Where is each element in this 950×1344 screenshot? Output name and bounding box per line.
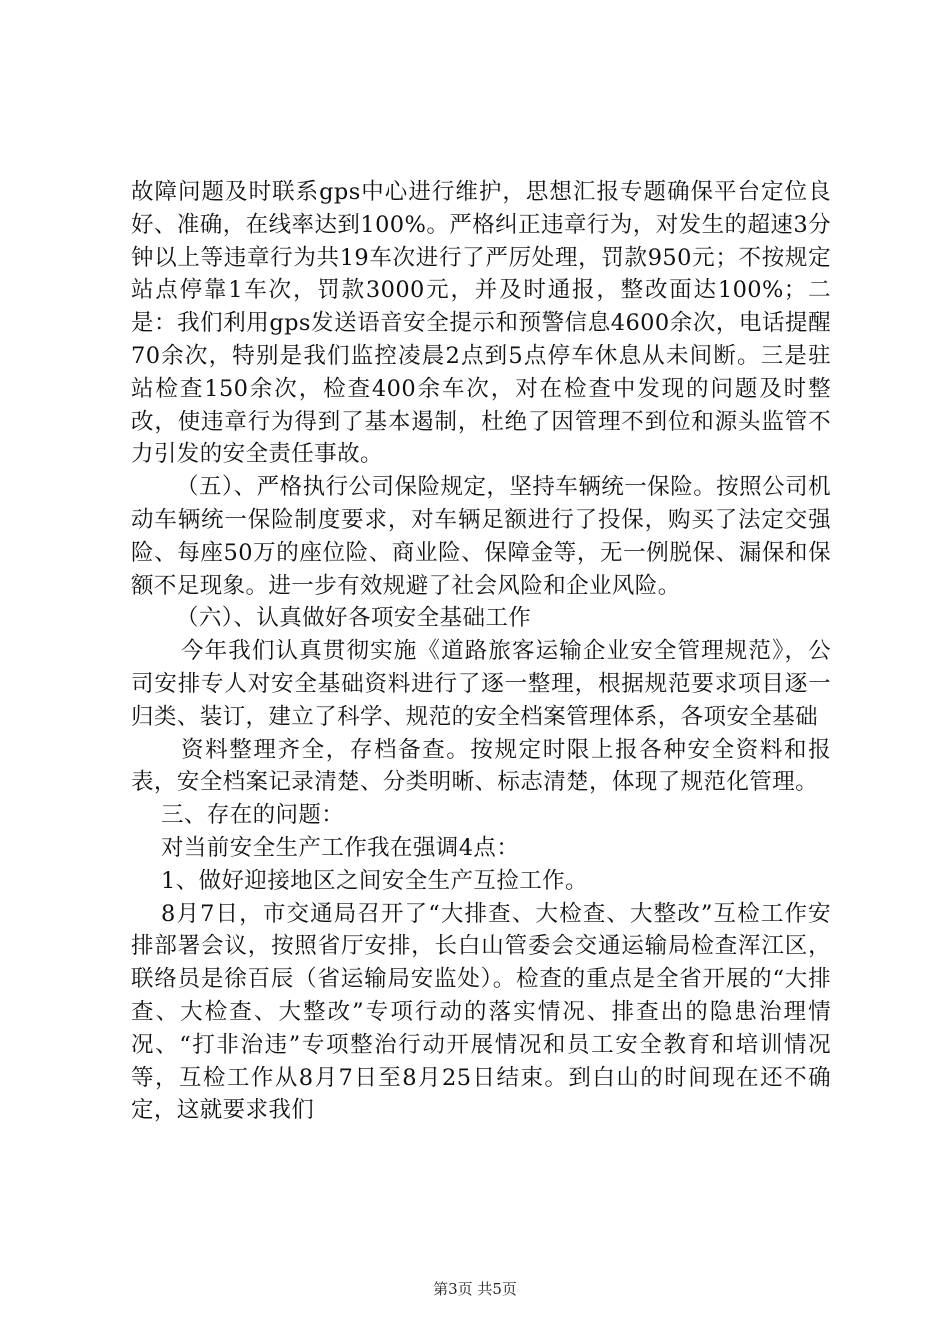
paragraph-insurance: （五）、严格执行公司保险规定，坚持车辆统一保险。按照公司机动车辆统一保险制度要求，对车辆足额进行了投保，购买了法定交强险、每座50万的座位险、商业险、保障金等，无一例脱保、漏保和保额不足现象。进一步有效规避了社会风险和企业风险。	[131, 474, 831, 599]
page-footer: 第3页 共5页	[433, 1280, 517, 1298]
heading-safety-basics: （六）、认真做好各项安全基础工作	[176, 605, 532, 632]
paragraph-mutual-inspection: 8月7日，市交通局召开了“大排查、大检查、大整改”互检工作安排部署会议，按照省厅安排，长白山管委会交通运输局检查浑江区，联络员是徐百辰（省运输局安监处）。检查的重点是全省开展的“大排查、大检查、大整改”专项行动的落实情况、排查出的隐患治理情况、“打非治违”专项整治行动开展情况和员工安全教育和培训情况等，互检工作从8月7日至8月25日结束。到白山的时间现在还不确定，这就要求我们	[131, 900, 831, 1124]
paragraph-safety-standards: 今年我们认真贯彻实施《道路旅客运输企业安全管理规范》，公司安排专人对安全基础资料进行了逐一整理，根据规范要求项目逐一归类、装订，建立了科学、规范的安全档案管理体系，各项安全基础	[131, 638, 831, 730]
paragraph-archives: 资料整理齐全，存档备查。按规定时限上报各种安全资料和报表，安全档案记录清楚、分类明晰、标志清楚，体现了规范化管理。	[131, 736, 831, 796]
document-body	[131, 176, 831, 1127]
heading-problems: 三、存在的问题：	[161, 802, 345, 829]
heading-point-1: 1、做好迎接地区之间安全生产互捡工作。	[161, 867, 588, 894]
paragraph-gps-monitoring: 故障问题及时联系gps中心进行维护，思想汇报专题确保平台定位良好、准确，在线率达到100%。严格纠正违章行为，对发生的超速3分钟以上等违章行为共19车次进行了严厉处理，罚款950元；不按规定站点停靠1车次，罚款3000元，并及时通报，整改面达100%；二是：我们利用gps发送语音安全提示和预警信息4600余次，电话提醒70余次，特别是我们监控凌晨2点到5点停车休息从未间断。三是驻站检查150余次，检查400余车次，对在检查中发现的问题及时整改，使违章行为得到了基本遏制，杜绝了因管理不到位和源头监管不力引发的安全责任事故。	[131, 179, 831, 468]
paragraph-four-points: 对当前安全生产工作我在强调4点：	[161, 834, 520, 861]
